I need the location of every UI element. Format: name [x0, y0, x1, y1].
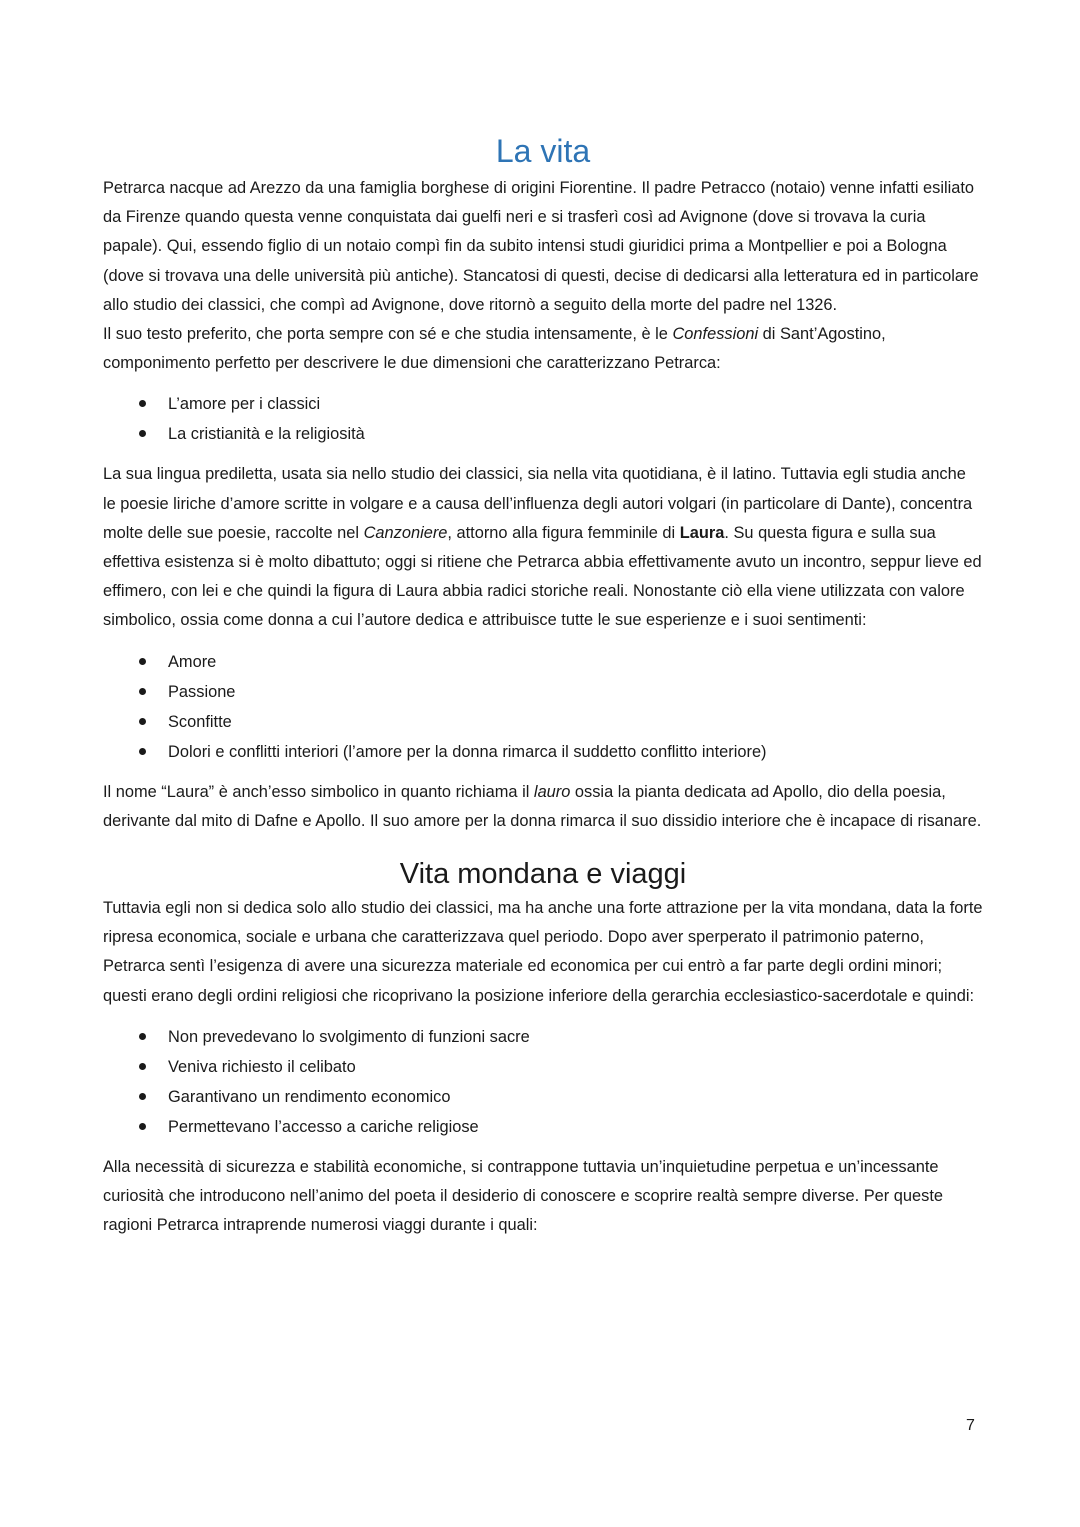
- list-item-text: L’amore per i classici: [168, 395, 321, 414]
- list-item: [103, 737, 983, 767]
- paragraph-viaggi: Alla necessità di sicurezza e stabilità economiche, si contrappone tuttavia un’inquietudine perpetua e un’incessante curiosità che introducono nell’animo del poeta il desiderio di conoscere e scoprire realtà sempre diverse. Per queste ragioni Petrarca intraprende numerosi viaggi durante i quali:: [103, 1157, 944, 1235]
- bullet-icon: [139, 748, 146, 755]
- paragraph-lauro: [103, 778, 983, 836]
- bullet-icon: [139, 688, 146, 695]
- list-item-text: Dolori e conflitti interiori (l’amore per la donna rimarca il suddetto conflitto interiore): [168, 742, 767, 761]
- bullet-icon: [139, 1033, 146, 1040]
- list-item: [103, 1112, 983, 1142]
- text-run: , attorno alla figura femminile di: [447, 523, 680, 542]
- section-title-la-vita: La vita: [495, 133, 591, 169]
- text-run: ossia la pianta dedicata ad Apollo, dio della poesia, derivante dal mito di Dafne e Apollo. Il suo amore per la donna rimarca il suo dissidio interiore che è incapace di risanare.: [103, 782, 982, 830]
- list-dimensions: [103, 389, 983, 449]
- list-item: [103, 1022, 983, 1052]
- italic-title-confessioni: Confessioni: [672, 325, 759, 344]
- list-item-text: La cristianità e la religiosità: [168, 425, 365, 444]
- list-item: [103, 389, 983, 419]
- bullet-icon: [139, 1063, 146, 1070]
- bullet-icon: [139, 718, 146, 725]
- text-run: di Sant’Agostino, componimento perfetto per descrivere le due dimensioni che caratterizzano Petrarca:: [103, 325, 886, 373]
- list-item: [103, 647, 983, 677]
- list-item-text: Garantivano un rendimento economico: [168, 1087, 451, 1106]
- list-item-text: Sconfitte: [168, 712, 232, 731]
- bullet-icon: [139, 658, 146, 665]
- text-run: . Su questa figura e sulla sua effettiva esistenza si è molto dibattuto; oggi si ritiene che Petrarca abbia effettivamente avuto un incontro, seppur lieve ed effimero, con lei e che quindi la figura di Laura abbia radici storiche reali. Nonostante ciò ella viene utilizzata con valore simbolico, ossia come donna a cui l’autore dedica e attribuisce tutte le sue esperienze e i suoi sentimenti:: [103, 523, 982, 630]
- bold-name-laura: Laura: [679, 523, 725, 542]
- paragraph-biography: Petrarca nacque ad Arezzo da una famiglia borghese di origini Fiorentine. Il padre Petracco (notaio) venne infatti esiliato da Firenze quando questa venne conquistata dai guelfi neri e si trasferì così ad Avignone (dove si trovava la curia papale). Qui, essendo figlio di un notaio compì fin da subito intensi studi giuridici prima a Montpellier e poi a Bologna (dove si trovava una delle università più antiche). Stancatosi di questi, decise di dedicarsi alla letteratura ed in particolare allo studio dei classici, che compì ad Avignone, dove ritornò a seguito della morte del padre nel 1326.: [103, 179, 979, 314]
- page-number: 7: [966, 1417, 975, 1434]
- list-item: [103, 1082, 983, 1112]
- paragraph-vita-mondana: Tuttavia egli non si dedica solo allo studio dei classici, ma ha anche una forte attrazione per la vita mondana, data la forte ripresa economica, sociale e urbana che caratterizzava quel periodo. Dopo aver sperperato il patrimonio paterno, Petrarca sentì l’esigenza di avere una sicurezza materiale ed economica per cui entrò a far parte degli ordini minori; questi erano degli ordini religiosi che ricoprivano la posizione inferiore della gerarchia ecclesiastico-sacerdotale e quindi:: [103, 899, 983, 1005]
- bullet-icon: [139, 1123, 146, 1130]
- text-run: Il suo testo preferito, che porta sempre con sé e che studia intensamente, è le: [103, 325, 673, 344]
- list-item-text: Permettevano l’accesso a cariche religiose: [168, 1117, 479, 1136]
- list-item-text: Veniva richiesto il celibato: [168, 1057, 356, 1076]
- text-run: Il nome “Laura” è anch’esso simbolico in quanto richiama il: [103, 782, 534, 801]
- list-item-text: Amore: [168, 652, 217, 671]
- list-sentiments: [103, 647, 983, 767]
- section-title-vita-mondana: Vita mondana e viaggi: [399, 858, 687, 891]
- document-page: [103, 128, 983, 1240]
- list-item-text: Passione: [168, 682, 236, 701]
- list-item: [103, 707, 983, 737]
- list-item: [103, 677, 983, 707]
- list-item: [103, 419, 983, 449]
- bullet-icon: [139, 1093, 146, 1100]
- paragraph-confessioni: [103, 320, 983, 378]
- list-item: [103, 1052, 983, 1082]
- list-ordini-minori: [103, 1022, 983, 1142]
- bullet-icon: [139, 400, 146, 407]
- bullet-icon: [139, 430, 146, 437]
- text-run: La sua lingua prediletta, usata sia nello studio dei classici, sia nella vita quotidiana, è il latino. Tuttavia egli studia anche le poesie liriche d’amore scritte in volgare e a causa dell’influenza degli autori volgari (in particolare di Dante), concentra molte delle sue poesie, raccolte nel: [103, 465, 973, 542]
- italic-word-lauro: lauro: [533, 782, 571, 801]
- italic-title-canzoniere: Canzoniere: [363, 523, 448, 542]
- paragraph-laura: [103, 460, 983, 635]
- list-item-text: Non prevedevano lo svolgimento di funzioni sacre: [168, 1027, 530, 1046]
